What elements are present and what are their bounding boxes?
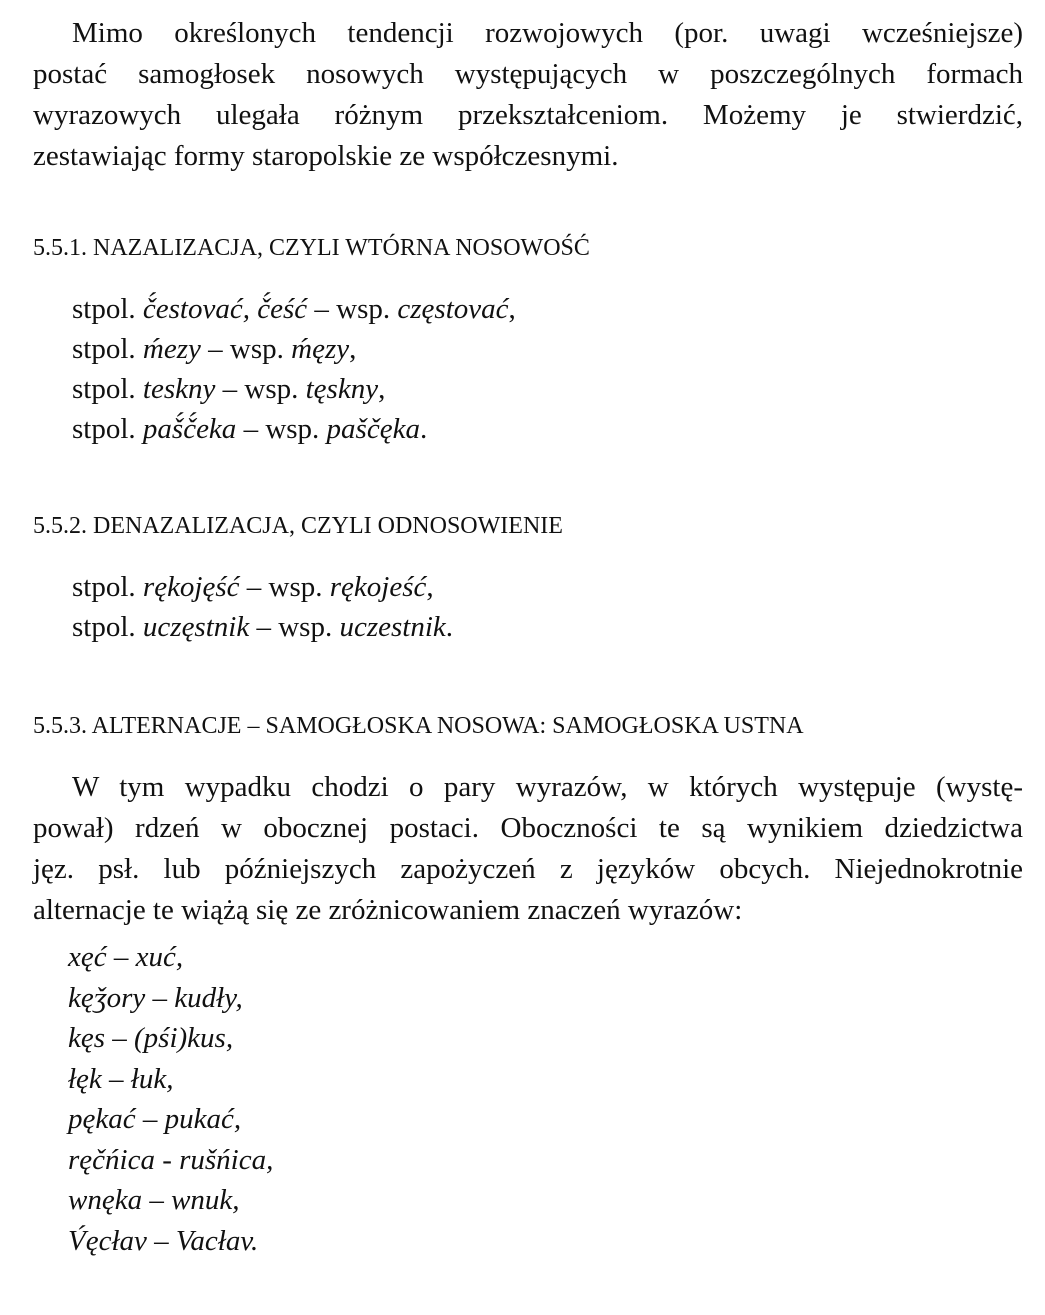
paragraph-line: W tym wypadku chodzi o pary wyrazów, w których występuje (wystę- [72, 771, 1023, 803]
section-heading-5-5-1: 5.5.1. NAZALIZACJA, CZYLI WTÓRNA NOSOWOŚĆ [33, 235, 590, 261]
alternation-pair: xęć – xuć, [68, 941, 184, 973]
alternation-pair: kęs – (pśi)kus, [68, 1022, 234, 1054]
example-row: stpol. teskny – wsp. tęskny, [72, 373, 386, 405]
alternation-pair: ręčńica - rušńica, [68, 1143, 274, 1176]
paragraph-line: pował) rdzeń w obocznej postaci. Oboczności te są wynikiem dziedzictwa [33, 812, 1023, 844]
intro-line: Mimo określonych tendencji rozwojowych (por. uwagi wcześniejsze) [72, 17, 1023, 49]
alternation-paragraph [33, 767, 1023, 931]
example-row: stpol. rękojęść – wsp. rękojeść, [72, 571, 434, 603]
section-heading-5-5-2: 5.5.2. DENAZALIZACJA, CZYLI ODNOSOWIENIE [33, 513, 563, 539]
alternation-pair: kęǯory – kudły, [68, 981, 243, 1014]
paragraph-line: alternacje te wiążą się ze zróżnicowaniem znaczeń wyrazów: [33, 894, 743, 926]
intro-line: zestawiając formy staropolskie ze współczesnymi. [33, 140, 619, 172]
examples-5-5-2 [72, 567, 453, 647]
paragraph-line: jęz. psł. lub późniejszych zapożyczeń z języków obcych. Niejednokrotnie [33, 853, 1023, 885]
intro-line: wyrazowych ulegała różnym przekształceniom. Możemy je stwierdzić, [33, 99, 1023, 131]
example-row: stpol. č́estovać, č́eść – wsp. częstovać, [72, 293, 516, 325]
example-row: stpol. paš́č́eka – wsp. paščęka. [72, 413, 428, 445]
alternation-pair: V́ęcłav – Vacłav. [68, 1224, 259, 1257]
example-row: stpol. ḿezy – wsp. ḿęzy, [72, 333, 357, 365]
intro-line: postać samogłosek nosowych występujących w poszczególnych formach [33, 58, 1023, 90]
alternation-pair: wnęka – wnuk, [68, 1184, 240, 1216]
intro-paragraph [33, 13, 1023, 177]
section-heading-5-5-3: 5.5.3. ALTERNACJE – SAMOGŁOSKA NOSOWA: SAMOGŁOSKA USTNA [33, 713, 804, 739]
alternation-pairs-list [68, 937, 273, 1261]
example-row: stpol. uczęstnik – wsp. uczestnik. [72, 611, 454, 643]
alternation-pair: pękać – pukać, [68, 1103, 242, 1135]
alternation-pair: łęk – łuk, [68, 1062, 174, 1095]
examples-5-5-1 [72, 289, 516, 449]
